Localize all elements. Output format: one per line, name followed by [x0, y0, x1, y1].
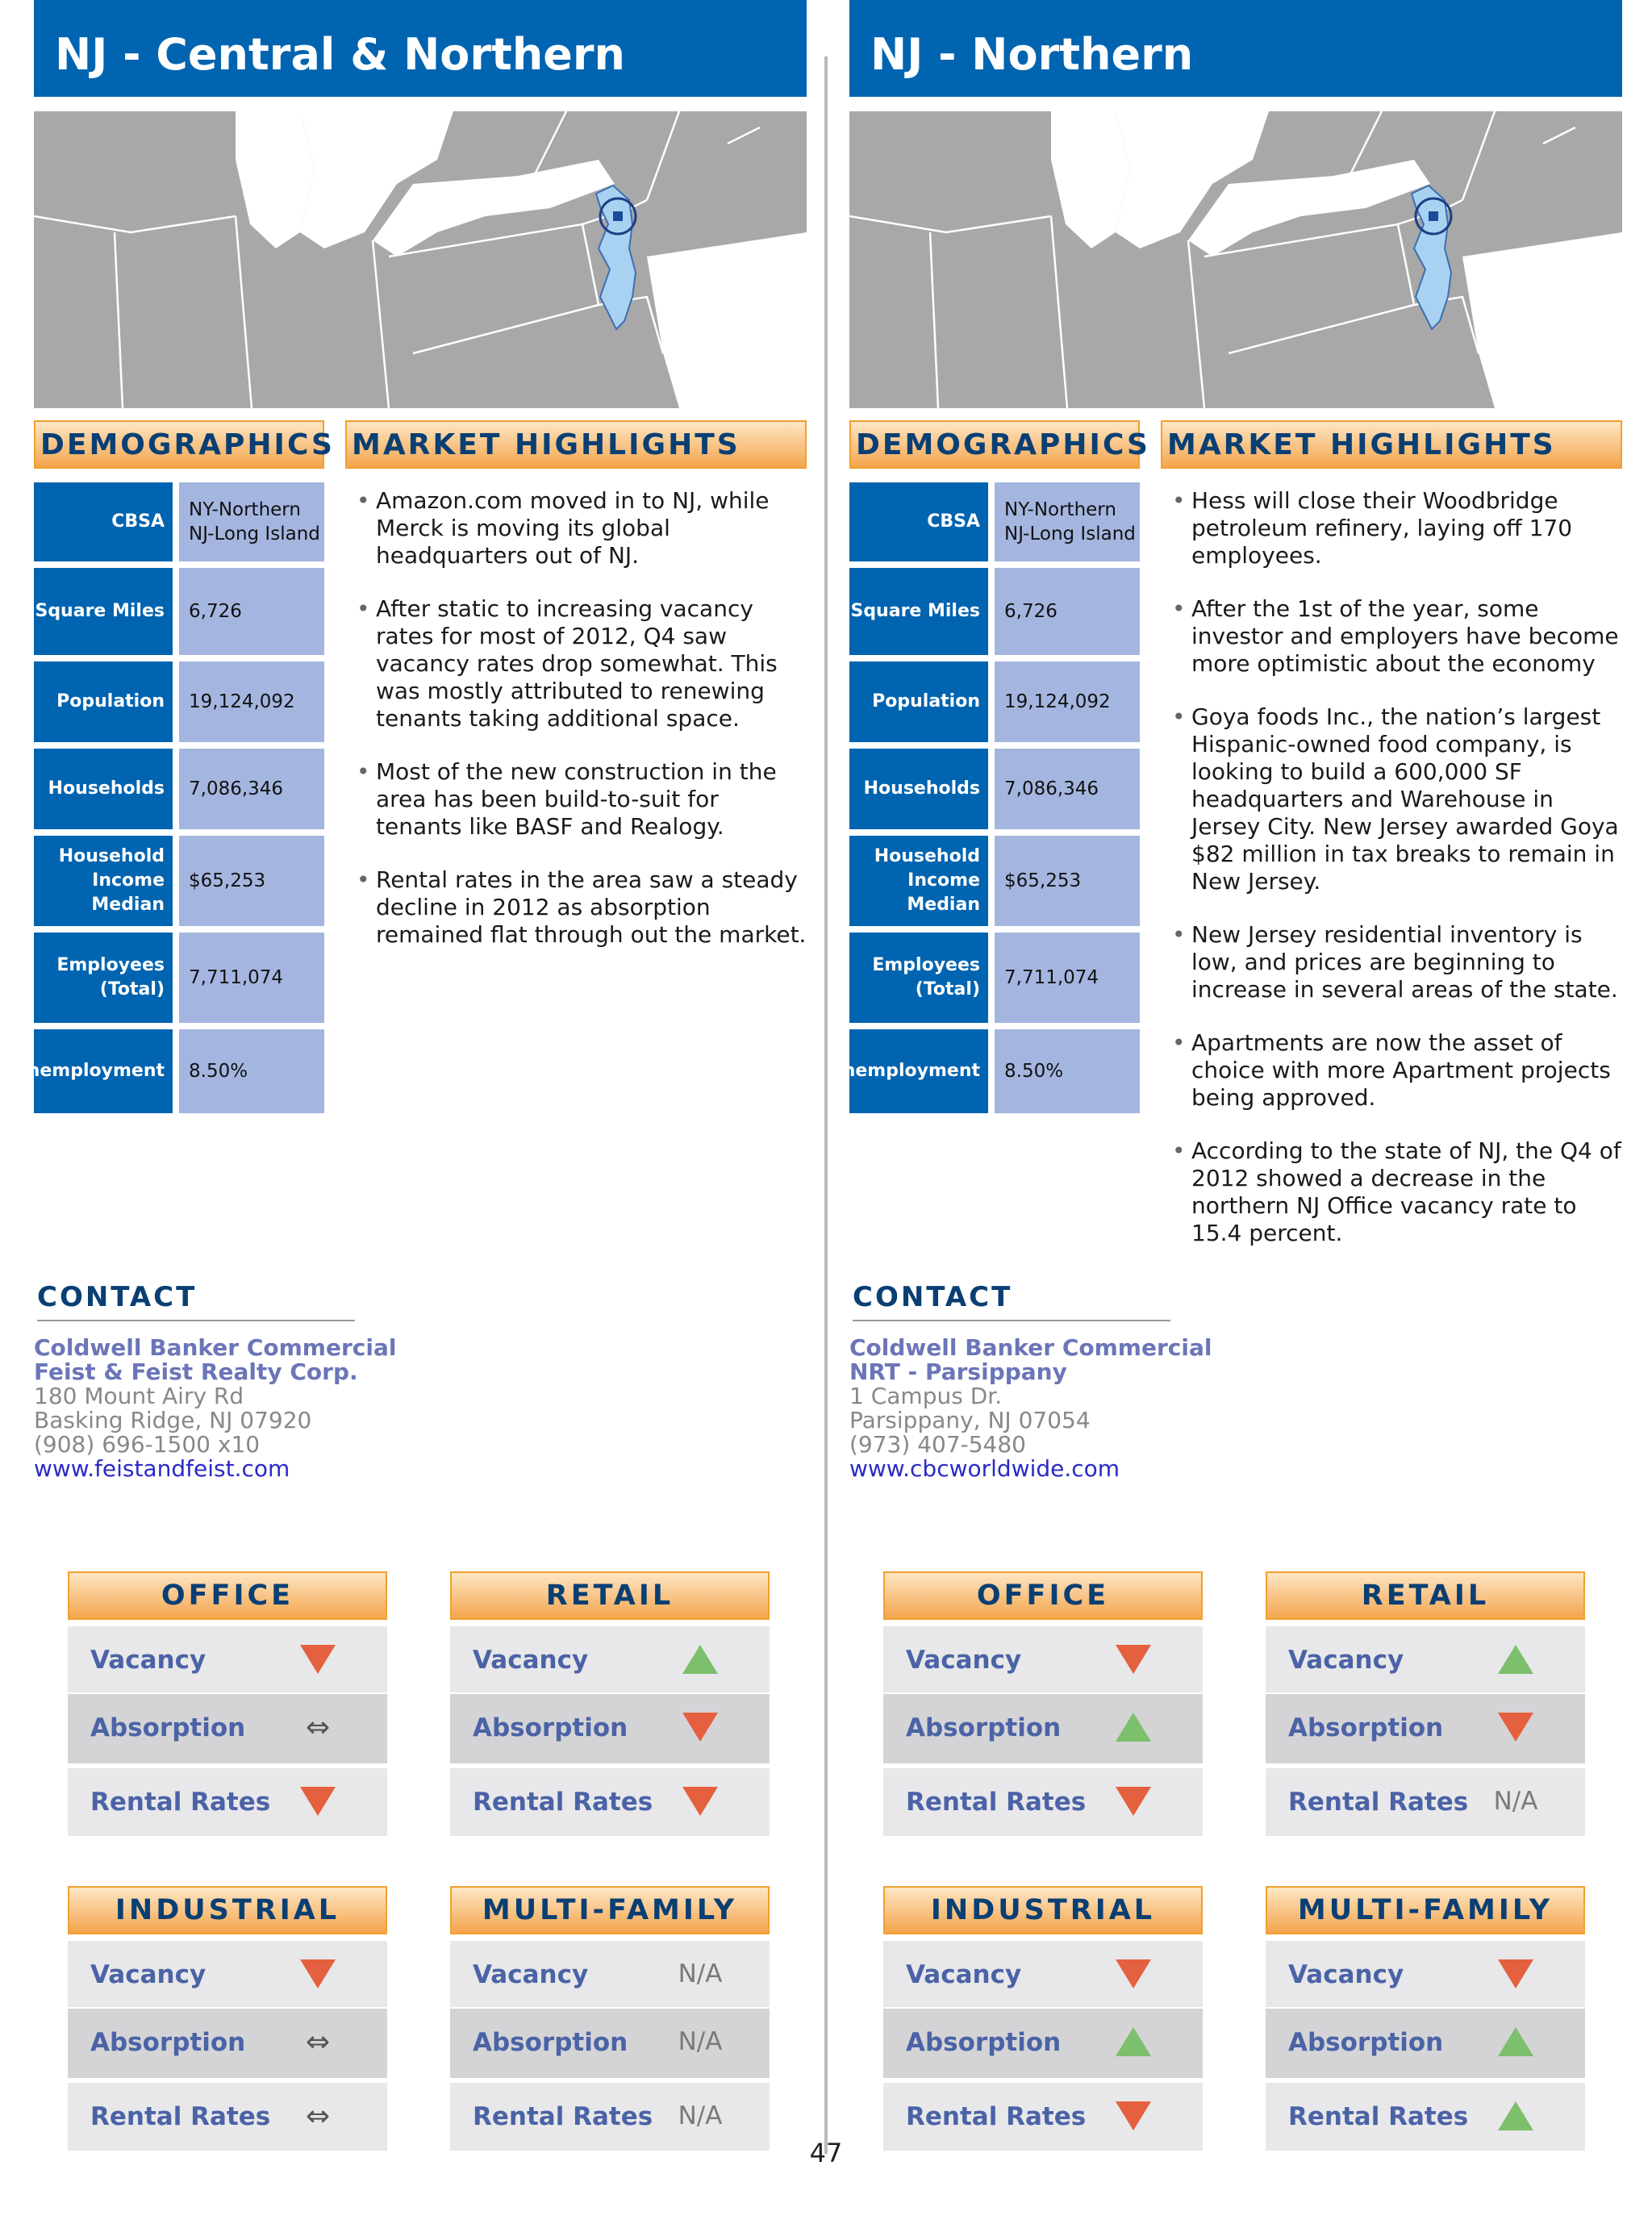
sector-metric-label: Absorption [90, 1713, 246, 1742]
contact-address-1: 180 Mount Airy Rd [34, 1383, 244, 1409]
column-divider [824, 56, 828, 2154]
sector-card-row [68, 2009, 387, 2078]
sector-card-row [68, 1626, 387, 1692]
sector-card-row [450, 2009, 770, 2078]
demographics-value: NY-Northern NJ-Long Island [179, 482, 324, 561]
demographics-label: Household Income Median [849, 836, 988, 926]
sector-metric-label: Absorption [473, 2028, 628, 2057]
contact-heading: CONTACT [37, 1281, 198, 1313]
arrow-down-icon [682, 1787, 718, 1816]
demographics-row [34, 568, 324, 655]
not-available-text: N/A [678, 2101, 723, 2130]
sector-metric-label: Absorption [1288, 2028, 1444, 2057]
arrow-left-right-icon: ⇔ [305, 2099, 331, 2133]
region-map [849, 111, 1622, 408]
sector-metric-label: Absorption [1288, 1713, 1444, 1742]
demographics-row [34, 661, 324, 742]
highlight-item: • According to the state of NJ, the Q4 of 2012 showed a decrease in the northern NJ Office vacancy rate to 15.4 percent. [1170, 1137, 1622, 1247]
demographics-value: $65,253 [179, 836, 324, 926]
market-highlights-list [1170, 487, 1622, 1273]
demographics-label: Population [849, 661, 988, 742]
demographics-value: 7,711,074 [179, 933, 324, 1023]
demographics-row [849, 482, 1140, 561]
contact-firm-sub: Feist & Feist Realty Corp. [34, 1358, 358, 1385]
contact-block [34, 1336, 599, 1481]
region-column-northern [828, 0, 1630, 2178]
arrow-down-icon [682, 1713, 718, 1742]
sector-card-row [68, 1768, 387, 1836]
demographics-label: Employees (Total) [849, 933, 988, 1023]
arrow-left-right-icon: ⇔ [305, 1710, 331, 1744]
contact-address-2: Basking Ridge, NJ 07920 [34, 1407, 312, 1433]
sector-card-title: RETAIL [450, 1571, 770, 1620]
demographics-row [34, 749, 324, 829]
sector-card-title: MULTI-FAMILY [1266, 1886, 1585, 1934]
trend-indicator [1491, 1638, 1540, 1681]
page-number: 47 [809, 2138, 843, 2168]
highlight-item: • Amazon.com moved in to NJ, while Merck is moving its global headquarters out of NJ. [355, 487, 807, 570]
sector-metric-label: Absorption [906, 2028, 1062, 2057]
not-available-text: N/A [678, 2027, 723, 2056]
trend-indicator [1109, 2094, 1158, 2138]
demographics-value: 8.50% [179, 1029, 324, 1113]
highlight-item: • Most of the new construction in the area has been build-to-suit for tenants like BASF and Realogy. [355, 758, 807, 841]
sector-metric-label: Absorption [90, 2028, 246, 2057]
sector-card-row [450, 1941, 770, 2007]
sector-card-title: RETAIL [1266, 1571, 1585, 1620]
contact-divider [37, 1320, 355, 1321]
highlight-item: • After static to increasing vacancy rates for most of 2012, Q4 saw vacancy rates drop somewhat. This was mostly attributed to renewing tenants taking additional space. [355, 595, 807, 732]
region-title-bar [34, 0, 807, 97]
arrow-down-icon [1498, 1959, 1533, 1988]
arrow-down-icon [300, 1645, 336, 1674]
sector-metric-label: Vacancy [90, 1960, 206, 1989]
not-available-text: N/A [678, 1959, 723, 1988]
sector-metric-label: Absorption [906, 1713, 1062, 1742]
demographics-label: Population [34, 661, 173, 742]
demographics-value: 6,726 [179, 568, 324, 655]
demographics-label: Household Income Median [34, 836, 173, 926]
sector-card-row [1266, 2009, 1585, 2078]
trend-indicator [1109, 2020, 1158, 2064]
sector-card-row [1266, 1768, 1585, 1836]
sector-card-title: OFFICE [883, 1571, 1203, 1620]
trend-indicator [676, 1952, 724, 1996]
contact-website-link[interactable]: www.feistandfeist.com [34, 1455, 290, 1482]
sector-card-row [1266, 1626, 1585, 1692]
arrow-up-icon [1498, 1645, 1533, 1674]
highlight-item: • After the 1st of the year, some investor and employers have become more optimistic about the economy [1170, 595, 1622, 678]
contact-firm-sub: NRT - Parsippany [849, 1358, 1067, 1385]
contact-phone: (908) 696-1500 x10 [34, 1431, 261, 1458]
demographics-heading: DEMOGRAPHICS [34, 420, 324, 469]
arrow-down-icon [1116, 1959, 1151, 1988]
sector-card-row [883, 1626, 1203, 1692]
trend-indicator [1491, 1705, 1540, 1749]
trend-indicator [1491, 1952, 1540, 1996]
sector-metric-label: Rental Rates [473, 2102, 653, 2131]
region-column-central-northern [12, 0, 815, 2178]
arrow-down-icon [1498, 1713, 1533, 1742]
sector-metric-label: Rental Rates [1288, 1788, 1469, 1817]
sector-card-row [883, 1694, 1203, 1763]
sector-card-row [450, 1626, 770, 1692]
trend-indicator [1109, 1780, 1158, 1823]
trend-indicator [676, 2020, 724, 2064]
highlight-item: • New Jersey residential inventory is low, and prices are beginning to increase in several areas of the state. [1170, 921, 1622, 1004]
highlight-item: • Apartments are now the asset of choice with more Apartment projects being approved. [1170, 1029, 1622, 1112]
trend-indicator [676, 1705, 724, 1749]
demographics-row [849, 933, 1140, 1023]
demographics-row [849, 836, 1140, 926]
demographics-value: 8.50% [995, 1029, 1140, 1113]
market-highlights-list [355, 487, 807, 974]
trend-indicator [294, 1952, 342, 1996]
trend-indicator [294, 2094, 342, 2138]
contact-address-1: 1 Campus Dr. [849, 1383, 1003, 1409]
demographics-row [12, 1029, 324, 1113]
sector-card-row [450, 1694, 770, 1763]
sector-metric-label: Vacancy [473, 1960, 589, 1989]
contact-heading: CONTACT [853, 1281, 1013, 1313]
arrow-up-icon [1116, 1713, 1151, 1742]
sector-card-row [1266, 1941, 1585, 2007]
sector-metric-label: Vacancy [1288, 1960, 1404, 1989]
trend-indicator [294, 1705, 342, 1749]
highlight-item: • Hess will close their Woodbridge petroleum refinery, laying off 170 employees. [1170, 487, 1622, 570]
trend-indicator [1491, 2094, 1540, 2138]
demographics-label: CBSA [34, 482, 173, 561]
sector-card-row [68, 1694, 387, 1763]
sector-card-row [883, 1941, 1203, 2007]
demographics-row [34, 482, 324, 561]
contact-firm: Coldwell Banker Commercial [34, 1334, 397, 1361]
sector-metric-label: Vacancy [906, 1960, 1022, 1989]
sector-metric-label: Rental Rates [906, 2102, 1087, 2131]
sector-card-row [68, 2083, 387, 2151]
sector-card-title: INDUSTRIAL [68, 1886, 387, 1934]
sector-card-title: MULTI-FAMILY [450, 1886, 770, 1934]
trend-indicator [294, 1638, 342, 1681]
arrow-down-icon [1116, 1787, 1151, 1816]
sector-card-row [68, 1941, 387, 2007]
contact-website-link[interactable]: www.cbcworldwide.com [849, 1455, 1120, 1482]
demographics-heading: DEMOGRAPHICS [849, 420, 1140, 469]
trend-indicator [1109, 1952, 1158, 1996]
region-title-bar [849, 0, 1622, 97]
highlight-item: • Rental rates in the area saw a steady decline in 2012 as absorption remained flat through out the market. [355, 866, 807, 949]
sector-card-row [1266, 1694, 1585, 1763]
sector-card-row [450, 1768, 770, 1836]
trend-indicator [1491, 1780, 1540, 1823]
sector-card-row [1266, 2083, 1585, 2151]
sector-card-row [883, 1768, 1203, 1836]
arrow-up-icon [1498, 2101, 1533, 2130]
not-available-text: N/A [1493, 1787, 1538, 1816]
demographics-label: Unemployment [34, 1029, 173, 1113]
sector-card-row [883, 2009, 1203, 2078]
arrow-down-icon [300, 1787, 336, 1816]
demographics-row [849, 749, 1140, 829]
sector-metric-label: Vacancy [473, 1646, 589, 1675]
contact-divider [853, 1320, 1170, 1321]
demographics-value: $65,253 [995, 836, 1140, 926]
demographics-label: Households [849, 749, 988, 829]
sector-card-row [883, 2083, 1203, 2151]
region-title: NJ - Northern [870, 29, 1194, 80]
region-title: NJ - Central & Northern [55, 29, 625, 80]
sector-metric-label: Rental Rates [90, 2102, 271, 2131]
highlight-item: • Goya foods Inc., the nation’s largest Hispanic-owned food company, is looking to build a 600,000 SF headquarters and Warehouse in Jersey City. New Jersey awarded Goya $82 million in tax breaks to remain in New Jersey. [1170, 703, 1622, 895]
sector-card-title: OFFICE [68, 1571, 387, 1620]
demographics-label: Households [34, 749, 173, 829]
demographics-value: 7,086,346 [995, 749, 1140, 829]
demographics-label: Employees (Total) [34, 933, 173, 1023]
arrow-up-icon [1498, 2027, 1533, 2056]
demographics-value: NY-Northern NJ-Long Island [995, 482, 1140, 561]
demographics-value: 7,711,074 [995, 933, 1140, 1023]
contact-block [849, 1336, 1414, 1481]
demographics-value: 7,086,346 [179, 749, 324, 829]
sector-card-title: INDUSTRIAL [883, 1886, 1203, 1934]
sector-metric-label: Rental Rates [90, 1788, 271, 1817]
sector-metric-label: Absorption [473, 1713, 628, 1742]
arrow-down-icon [1116, 2101, 1151, 2130]
contact-firm: Coldwell Banker Commercial [849, 1334, 1212, 1361]
trend-indicator [294, 2020, 342, 2064]
trend-indicator [676, 1638, 724, 1681]
demographics-label: Square Miles [849, 568, 988, 655]
arrow-up-icon [682, 1645, 718, 1674]
trend-indicator [1109, 1705, 1158, 1749]
sector-card-row [450, 2083, 770, 2151]
demographics-row [828, 1029, 1140, 1113]
contact-address-2: Parsippany, NJ 07054 [849, 1407, 1091, 1433]
sector-metric-label: Vacancy [90, 1646, 206, 1675]
demographics-label: Square Miles [34, 568, 173, 655]
sector-metric-label: Vacancy [1288, 1646, 1404, 1675]
demographics-row [849, 661, 1140, 742]
demographics-label: CBSA [849, 482, 988, 561]
demographics-row [34, 933, 324, 1023]
demographics-value: 19,124,092 [179, 661, 324, 742]
demographics-row [849, 568, 1140, 655]
region-map [34, 111, 807, 408]
trend-indicator [1109, 1638, 1158, 1681]
contact-phone: (973) 407-5480 [849, 1431, 1026, 1458]
trend-indicator [676, 1780, 724, 1823]
sector-metric-label: Rental Rates [1288, 2102, 1469, 2131]
arrow-left-right-icon: ⇔ [305, 2025, 331, 2059]
arrow-down-icon [300, 1959, 336, 1988]
demographics-row [34, 836, 324, 926]
demographics-value: 6,726 [995, 568, 1140, 655]
trend-indicator [676, 2094, 724, 2138]
sector-metric-label: Vacancy [906, 1646, 1022, 1675]
arrow-up-icon [1116, 2027, 1151, 2056]
trend-indicator [1491, 2020, 1540, 2064]
sector-metric-label: Rental Rates [906, 1788, 1087, 1817]
market-highlights-heading: MARKET HIGHLIGHTS [345, 420, 807, 469]
arrow-down-icon [1116, 1645, 1151, 1674]
market-highlights-heading: MARKET HIGHLIGHTS [1161, 420, 1622, 469]
trend-indicator [294, 1780, 342, 1823]
demographics-label: Unemployment [849, 1029, 988, 1113]
sector-metric-label: Rental Rates [473, 1788, 653, 1817]
demographics-value: 19,124,092 [995, 661, 1140, 742]
